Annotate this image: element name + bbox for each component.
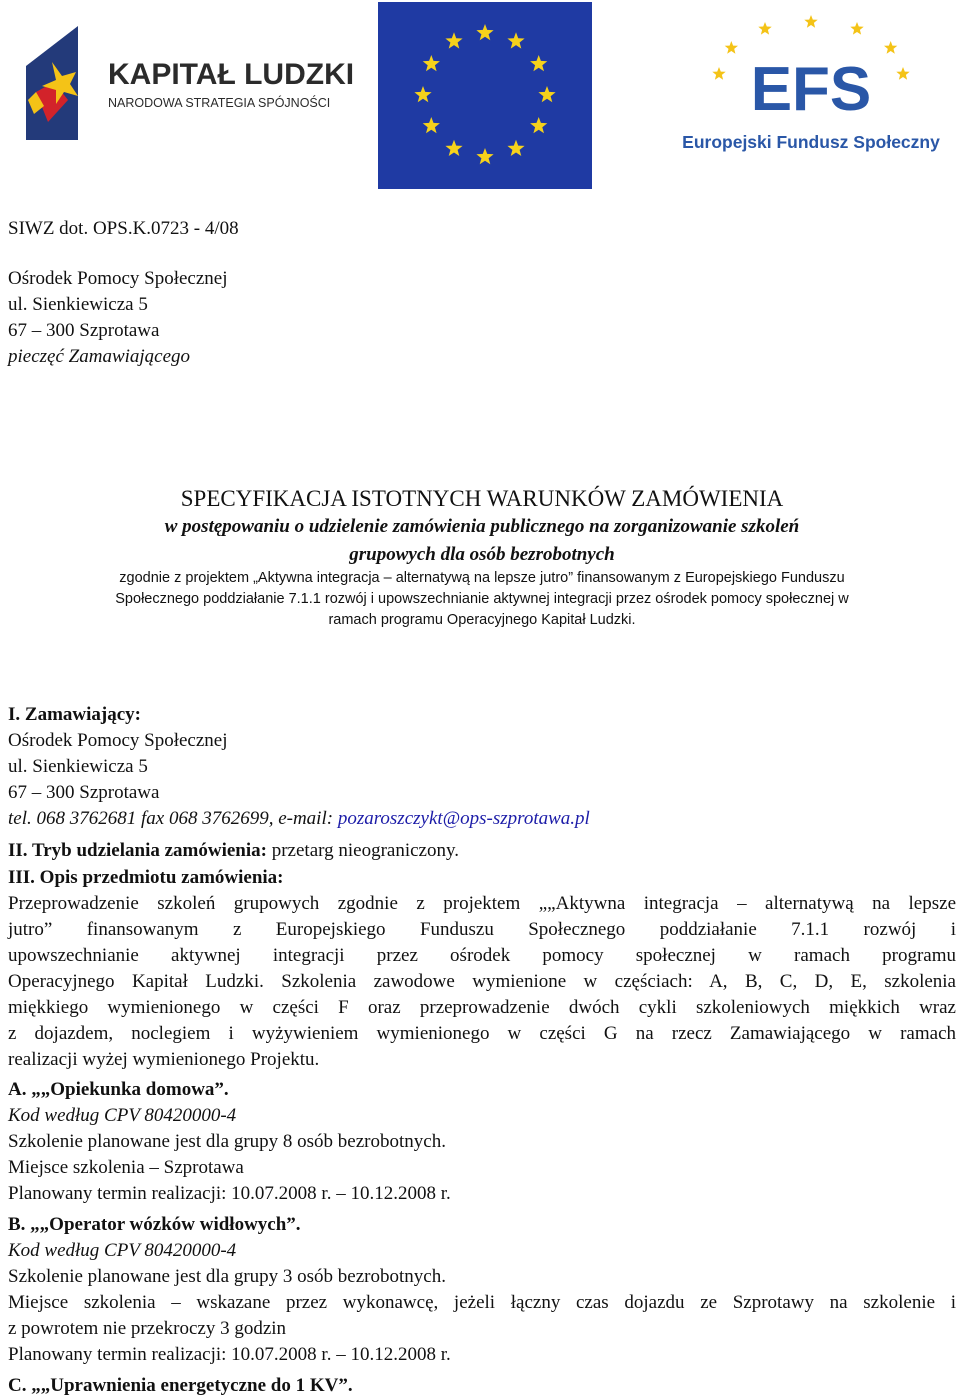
contact-text: tel. 068 3762681 fax 068 3762699, e-mail: — [8, 808, 338, 829]
part-b-term: Planowany termin realizacji: 10.07.2008 r. – 10.12.2008 r. — [8, 1344, 451, 1365]
part-a — [8, 1077, 956, 1207]
section-1-heading: I. Zamawiający: — [8, 704, 141, 725]
stamp-street: ul. Sienkiewicza 5 — [8, 294, 148, 315]
efs-star-icon — [896, 67, 909, 80]
section-2-heading: II. Tryb udzielania zamówienia: — [8, 840, 267, 861]
section-procedure — [8, 838, 956, 864]
document-header — [8, 216, 956, 242]
subject-line-3: upowszechnianie aktywnej integracji przez ośrodek pomocy społecznej w ramach programu — [8, 945, 956, 966]
project-line-2: Społecznego poddziałanie 7.1.1 rozwój i upowszechnianie aktywnej integracji przez ośrodek pomocy społecznej w — [115, 591, 849, 607]
authority-city: 67 – 300 Szprotawa — [8, 782, 160, 803]
part-c-heading: C. „„Uprawnienia energetyczne do 1 KV”. — [8, 1375, 353, 1396]
stamp-label: pieczęć Zamawiającego — [8, 346, 191, 367]
section-subject — [8, 865, 956, 1073]
efs-star-icon — [712, 67, 725, 80]
logo-bar — [0, 0, 960, 195]
procedure-value: przetarg nieograniczony. — [266, 840, 460, 861]
efs-star-icon — [850, 22, 863, 35]
subject-line-7: realizacji wyżej wymienionego Projektu. — [8, 1049, 320, 1070]
part-c — [8, 1373, 956, 1399]
section-3-heading: III. Opis przedmiotu zamówienia: — [8, 867, 284, 888]
part-a-cpv: Kod według CPV 80420000-4 — [8, 1105, 237, 1126]
part-a-place: Miejsce szkolenia – Szprotawa — [8, 1157, 244, 1178]
part-b-cpv: Kod według CPV 80420000-4 — [8, 1240, 237, 1261]
efs-star-icon — [725, 41, 738, 54]
title-sub-2: grupowych dla osób bezrobotnych — [349, 544, 615, 565]
part-b-group: Szkolenie planowane jest dla grupy 3 osób bezrobotnych. — [8, 1266, 446, 1287]
email-link[interactable]: pozaroszczykt@ops-szprotawa.pl — [337, 808, 590, 829]
efs-star-icon — [884, 41, 897, 54]
section-contracting-authority — [8, 702, 956, 832]
kapital-ludzki-logo — [22, 22, 362, 142]
subject-line-6: z dojazdem, noclegiem i wyżywieniem wymienionego w części G na rzecz Zamawiającego w ramach — [8, 1023, 956, 1044]
kl-subtitle: NARODOWA STRATEGIA SPÓJNOŚCI — [108, 96, 331, 110]
authority-org: Ośrodek Pomocy Społecznej — [8, 730, 228, 751]
subject-line-5: miękkiego wymienionego w części F oraz przeprowadzenie dwóch cykli szkoleniowych miękkich wraz — [8, 997, 956, 1018]
efs-star-icon — [758, 22, 771, 35]
title-main: SPECYFIKACJA ISTOTNYCH WARUNKÓW ZAMÓWIENIA — [180, 486, 784, 511]
reference-number: SIWZ dot. OPS.K.0723 - 4/08 — [8, 218, 239, 239]
kl-title: KAPITAŁ LUDZKI — [108, 58, 355, 91]
subject-line-1: Przeprowadzenie szkoleń grupowych zgodnie z projektem „„Aktywna integracja – alternatywą na lepsze — [8, 893, 956, 914]
stamp-city: 67 – 300 Szprotawa — [8, 320, 160, 341]
efs-caption: Europejski Fundusz Społeczny — [682, 132, 940, 152]
part-b-place-2: z powrotem nie przekroczy 3 godzin — [8, 1318, 287, 1339]
document-title — [8, 485, 956, 569]
efs-logo — [676, 2, 946, 162]
part-b-heading: B. „„Operator wózków widłowych”. — [8, 1214, 301, 1235]
efs-letters: EFS — [750, 55, 872, 124]
project-line-1: zgodnie z projektem „Aktywna integracja – alternatywą na lepsze jutro” finansowanym z Europejskiego Funduszu — [119, 570, 845, 586]
part-b-place-1: Miejsce szkolenia – wskazane przez wykonawcę, jeżeli łączny czas dojazdu ze Szprotawy na szkolenie i — [8, 1292, 956, 1313]
title-sub-1: w postępowaniu o udzielenie zamówienia publicznego na zorganizowanie szkoleń — [164, 516, 800, 537]
part-a-heading: A. „„Opiekunka domowa”. — [8, 1079, 229, 1100]
subject-line-2: jutro” finansowanym z Europejskiego Funduszu Społecznego poddziałanie 7.1.1 rozwój i — [8, 919, 956, 940]
authority-street: ul. Sienkiewicza 5 — [8, 756, 148, 777]
stamp-org: Ośrodek Pomocy Społecznej — [8, 268, 228, 289]
authority-contact — [8, 806, 956, 832]
subject-line-4: Operacyjnego Kapitał Ludzki. Szkolenia zawodowe wymienione w częściach: A, B, C, D, E, szkolenia — [8, 971, 956, 992]
eu-flag — [378, 2, 592, 189]
contracting-stamp — [8, 266, 956, 370]
part-b — [8, 1212, 956, 1368]
efs-star-icon — [804, 15, 817, 28]
part-a-group: Szkolenie planowane jest dla grupy 8 osób bezrobotnych. — [8, 1131, 446, 1152]
project-description — [8, 568, 956, 631]
project-line-3: ramach programu Operacyjnego Kapitał Ludzki. — [328, 612, 636, 628]
part-a-term: Planowany termin realizacji: 10.07.2008 r. – 10.12.2008 r. — [8, 1183, 451, 1204]
